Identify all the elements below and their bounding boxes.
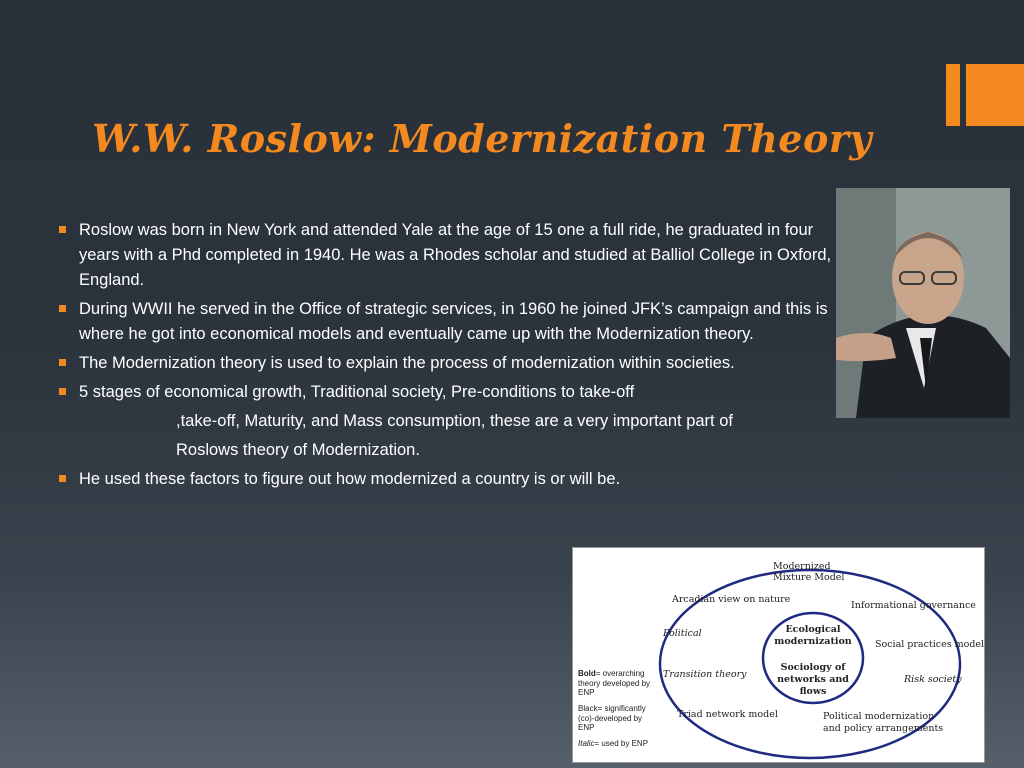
bullet-text: During WWII he served in the Office of strategic services, in 1960 he joined JFK’s campaign and this is where he got into economical models and eventually came up with the Modernization theory. <box>79 300 828 343</box>
label-risk-society: Risk society <box>904 674 962 685</box>
bullet-text: Roslows theory of Modernization. <box>176 441 420 459</box>
label-flows: flows <box>799 686 827 697</box>
label-transition-theory: Transition theory <box>663 669 747 680</box>
portrait-photo <box>836 188 1010 418</box>
label-mixture-model: Mixture Model <box>773 572 845 583</box>
legend-italic <box>578 739 660 749</box>
legend-bold-desc: = overarching theory developed by ENP <box>578 669 651 697</box>
bullet-square-icon <box>59 475 66 482</box>
label-sociology-of: Sociology of <box>780 662 846 673</box>
bullet-item <box>58 351 833 376</box>
label-ecological-modernization: modernization <box>774 636 852 647</box>
bullet-item <box>58 218 833 293</box>
label-policy-arrangements: and policy arrangements <box>823 723 944 734</box>
bullet-square-icon <box>59 226 66 233</box>
bullet-continuation <box>58 409 833 434</box>
bullet-text: 5 stages of economical growth, Traditional society, Pre-conditions to take-off <box>79 383 635 401</box>
label-networks-and: networks and <box>777 674 849 685</box>
legend-bold-key: Bold <box>578 669 596 678</box>
label-informational-governance: Informational governance <box>851 600 976 611</box>
label-political: Political <box>663 628 702 639</box>
legend-bold <box>578 669 660 698</box>
bullet-text: Roslow was born in New York and attended Yale at the age of 15 one a full ride, he graduated in four years with a Phd completed in 1940. He was a Rhodes scholar and studied at Balliol College in Oxford, England. <box>79 221 832 289</box>
theory-diagram <box>572 547 985 763</box>
label-modernized: Modernized <box>773 561 831 572</box>
legend-italic-key: Italic <box>578 739 595 748</box>
bullet-text: He used these factors to figure out how modernized a country is or will be. <box>79 470 621 488</box>
bullet-square-icon <box>59 359 66 366</box>
portrait-illustration <box>836 188 1010 418</box>
legend-black: Black= significantly (co)-developed by ENP <box>578 704 646 732</box>
bullet-square-icon <box>59 388 66 395</box>
accent-bar-left <box>946 64 960 126</box>
bullet-square-icon <box>59 305 66 312</box>
accent-bar-right <box>966 64 1024 126</box>
legend-italic-desc: = used by ENP <box>594 739 649 748</box>
label-triad-network: Triad network model <box>677 709 778 720</box>
bullet-text: The Modernization theory is used to explain the process of modernization within societies. <box>79 354 735 372</box>
label-ecological: Ecological <box>785 624 841 635</box>
label-social-practices: Social practices model <box>875 639 985 650</box>
bullet-continuation <box>58 438 833 463</box>
slide-title: W.W. Roslow: Modernization Theory <box>92 116 872 161</box>
bullet-item <box>58 467 833 492</box>
label-political-modernization: Political modernization <box>823 711 935 722</box>
bullet-text: ,take-off, Maturity, and Mass consumption, these are a very important part of <box>176 412 733 430</box>
bullet-item <box>58 297 833 347</box>
label-arcadian: Arcadian view on nature <box>672 594 791 605</box>
bullet-item <box>58 380 833 405</box>
bullet-list <box>58 218 833 496</box>
